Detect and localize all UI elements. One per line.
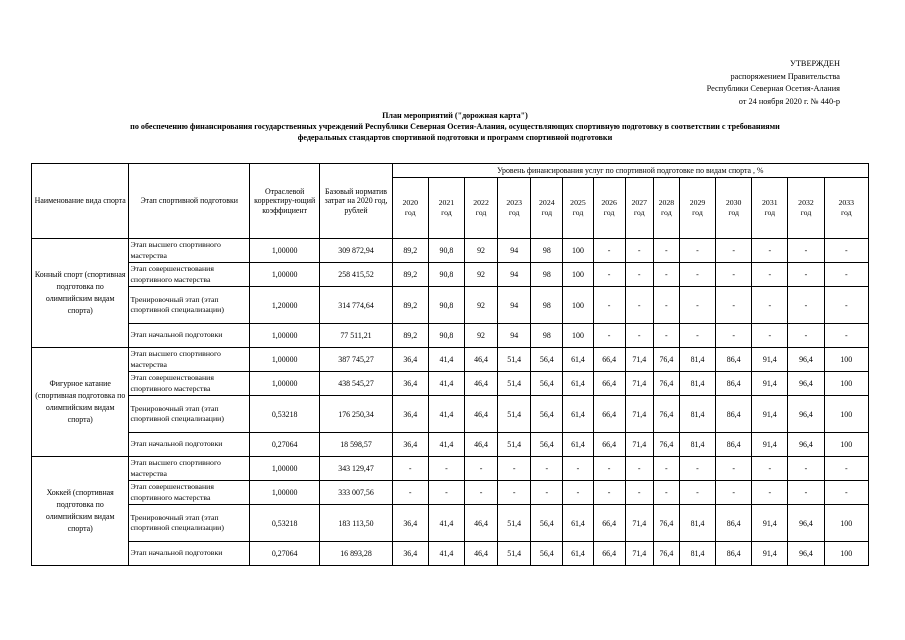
header-year — [498, 178, 531, 239]
approval-line: Республики Северная Осетия-Алания — [706, 84, 840, 94]
funding-level-cell: - — [625, 263, 653, 287]
year-unit: год — [572, 208, 584, 217]
header-year — [625, 178, 653, 239]
funding-level-cell: 56,4 — [531, 396, 563, 433]
funding-level-cell: 61,4 — [563, 372, 593, 396]
document-title — [40, 110, 870, 144]
stage-cell: Тренировочный этап (этап спортивной специализации) — [129, 396, 250, 433]
header-sport: Наименование вида спорта — [32, 164, 129, 239]
coefficient-cell: 0,27064 — [250, 433, 320, 457]
year-unit: год — [508, 208, 520, 217]
year-number: 2025 — [570, 198, 586, 208]
funding-level-cell: 36,4 — [392, 542, 428, 566]
funding-level-cell: 92 — [464, 239, 497, 263]
funding-level-cell: 61,4 — [563, 348, 593, 372]
approval-line: распоряжением Правительства — [730, 71, 840, 81]
funding-level-cell: 66,4 — [593, 348, 625, 372]
funding-level-cell: 46,4 — [464, 542, 497, 566]
stage-cell: Этап совершенствования спортивного мастерства — [129, 372, 250, 396]
sport-name-cell: Фигурное катание (спортивная подготовка по олимпийским видам спорта) — [32, 348, 129, 457]
funding-level-cell: - — [653, 287, 679, 324]
year-number: 2023 — [506, 198, 522, 208]
year-unit: год — [633, 208, 645, 217]
year-unit: год — [475, 208, 487, 217]
funding-level-cell: 36,4 — [392, 348, 428, 372]
header-year — [563, 178, 593, 239]
funding-level-cell: 76,4 — [653, 396, 679, 433]
funding-level-cell: - — [716, 239, 752, 263]
funding-level-cell: 66,4 — [593, 396, 625, 433]
year-unit: год — [692, 208, 703, 217]
year-unit: год — [661, 208, 672, 217]
funding-level-cell: 90,8 — [428, 263, 464, 287]
funding-level-cell: - — [625, 287, 653, 324]
header-year — [392, 178, 428, 239]
coefficient-cell: 1,00000 — [250, 263, 320, 287]
funding-level-cell: 91,4 — [752, 542, 788, 566]
coefficient-cell: 1,00000 — [250, 324, 320, 348]
header-year — [824, 178, 868, 239]
coefficient-cell: 1,00000 — [250, 457, 320, 481]
funding-level-cell: 92 — [464, 263, 497, 287]
funding-level-cell: 91,4 — [752, 396, 788, 433]
funding-level-cell: - — [824, 239, 868, 263]
funding-level-cell: 66,4 — [593, 505, 625, 542]
funding-level-cell: 89,2 — [392, 239, 428, 263]
funding-level-cell: - — [752, 287, 788, 324]
funding-level-cell: - — [716, 481, 752, 505]
year-number: 2022 — [473, 198, 489, 208]
funding-level-cell: 89,2 — [392, 324, 428, 348]
funding-level-cell: 61,4 — [563, 505, 593, 542]
funding-level-cell: 90,8 — [428, 324, 464, 348]
year-unit: год — [728, 208, 739, 217]
funding-level-cell: 94 — [498, 324, 531, 348]
coefficient-cell: 1,20000 — [250, 287, 320, 324]
table-row — [32, 481, 869, 505]
base-norm-cell: 18 598,57 — [320, 433, 392, 457]
funding-level-cell: 41,4 — [428, 348, 464, 372]
funding-level-cell: 89,2 — [392, 263, 428, 287]
funding-level-cell: 76,4 — [653, 505, 679, 542]
table-row — [32, 457, 869, 481]
funding-level-cell: - — [392, 457, 428, 481]
funding-level-cell: - — [679, 263, 715, 287]
funding-level-cell: - — [563, 481, 593, 505]
funding-level-cell: - — [593, 263, 625, 287]
funding-level-cell: 100 — [824, 396, 868, 433]
funding-level-cell: 71,4 — [625, 505, 653, 542]
approval-stamp — [690, 58, 840, 108]
funding-level-cell: 51,4 — [498, 396, 531, 433]
funding-level-cell: 61,4 — [563, 396, 593, 433]
funding-level-cell: 71,4 — [625, 433, 653, 457]
stage-cell: Этап начальной подготовки — [129, 324, 250, 348]
year-number: 2024 — [539, 198, 555, 208]
funding-level-cell: 92 — [464, 324, 497, 348]
table-row — [32, 396, 869, 433]
stage-cell: Этап совершенствования спортивного мастерства — [129, 263, 250, 287]
sport-name-cell: Конный спорт (спортивная подготовка по олимпийским видам спорта) — [32, 239, 129, 348]
header-year — [716, 178, 752, 239]
year-unit: год — [764, 208, 776, 217]
title-line: федеральных стандартов спортивной подготовки и программ спортивной подготовки — [297, 133, 613, 143]
base-norm-cell: 176 250,34 — [320, 396, 392, 433]
funding-level-cell: 71,4 — [625, 348, 653, 372]
funding-level-cell: - — [464, 457, 497, 481]
funding-level-cell: 86,4 — [716, 348, 752, 372]
header-row — [32, 164, 869, 178]
funding-level-cell: 41,4 — [428, 396, 464, 433]
funding-level-cell: 51,4 — [498, 348, 531, 372]
funding-level-cell: 94 — [498, 287, 531, 324]
funding-level-cell: 46,4 — [464, 372, 497, 396]
funding-level-cell: 98 — [531, 263, 563, 287]
funding-level-cell: - — [531, 481, 563, 505]
funding-level-cell: - — [531, 457, 563, 481]
coefficient-cell: 1,00000 — [250, 239, 320, 263]
funding-level-cell: - — [625, 324, 653, 348]
funding-level-cell: - — [716, 263, 752, 287]
funding-level-cell: 66,4 — [593, 372, 625, 396]
coefficient-cell: 0,27064 — [250, 542, 320, 566]
funding-level-cell: - — [593, 481, 625, 505]
funding-level-cell: 66,4 — [593, 542, 625, 566]
stage-cell: Этап совершенствования спортивного мастерства — [129, 481, 250, 505]
stage-cell: Этап начальной подготовки — [129, 433, 250, 457]
funding-level-cell: - — [593, 287, 625, 324]
funding-level-cell: 71,4 — [625, 372, 653, 396]
year-unit: год — [800, 208, 812, 217]
funding-level-cell: 36,4 — [392, 433, 428, 457]
base-norm-cell: 16 893,28 — [320, 542, 392, 566]
funding-level-cell: 100 — [824, 505, 868, 542]
funding-level-cell: 41,4 — [428, 372, 464, 396]
funding-level-cell: 81,4 — [679, 505, 715, 542]
stage-cell: Тренировочный этап (этап спортивной специализации) — [129, 505, 250, 542]
year-unit: год — [404, 208, 416, 217]
year-unit: год — [541, 208, 553, 217]
funding-level-cell: - — [392, 481, 428, 505]
header-year — [653, 178, 679, 239]
funding-level-cell: - — [653, 263, 679, 287]
funding-level-cell: - — [824, 324, 868, 348]
funding-level-cell: 51,4 — [498, 372, 531, 396]
year-unit: год — [840, 208, 852, 217]
funding-level-cell: - — [653, 324, 679, 348]
year-number: 2027 — [631, 198, 648, 208]
coefficient-cell: 1,00000 — [250, 348, 320, 372]
funding-level-cell: - — [679, 481, 715, 505]
funding-level-cell: - — [716, 287, 752, 324]
funding-level-cell: 51,4 — [498, 433, 531, 457]
funding-level-cell: 96,4 — [788, 372, 824, 396]
funding-level-cell: 56,4 — [531, 433, 563, 457]
funding-level-cell: - — [752, 239, 788, 263]
year-number: 2026 — [601, 198, 617, 208]
funding-level-cell: 51,4 — [498, 542, 531, 566]
funding-level-cell: - — [563, 457, 593, 481]
funding-level-cell: 100 — [824, 372, 868, 396]
funding-level-cell: 100 — [563, 324, 593, 348]
funding-level-cell: 96,4 — [788, 433, 824, 457]
funding-level-cell: - — [788, 324, 824, 348]
funding-level-cell: 56,4 — [531, 505, 563, 542]
table-row — [32, 542, 869, 566]
funding-level-cell: - — [824, 263, 868, 287]
funding-level-cell: 96,4 — [788, 505, 824, 542]
funding-level-cell: 81,4 — [679, 542, 715, 566]
title-line: План мероприятий ("дорожная карта") — [382, 111, 528, 120]
header-year — [464, 178, 497, 239]
funding-level-cell: - — [788, 481, 824, 505]
stage-cell: Этап высшего спортивного мастерства — [129, 239, 250, 263]
year-number: 2032 — [798, 198, 814, 208]
funding-level-cell: 100 — [563, 263, 593, 287]
funding-level-cell: 91,4 — [752, 348, 788, 372]
header-year — [593, 178, 625, 239]
base-norm-cell: 333 007,56 — [320, 481, 392, 505]
year-number: 2033 — [838, 198, 855, 208]
funding-level-cell: 98 — [531, 324, 563, 348]
funding-level-cell: 46,4 — [464, 348, 497, 372]
year-number: 2020 — [402, 198, 419, 208]
funding-level-cell: - — [716, 457, 752, 481]
funding-level-cell: 36,4 — [392, 505, 428, 542]
funding-level-cell: - — [498, 481, 531, 505]
funding-level-cell: 94 — [498, 263, 531, 287]
funding-level-cell: 76,4 — [653, 348, 679, 372]
funding-level-cell: 100 — [563, 239, 593, 263]
base-norm-cell: 343 129,47 — [320, 457, 392, 481]
funding-level-cell: - — [788, 239, 824, 263]
funding-level-cell: 86,4 — [716, 372, 752, 396]
year-number: 2029 — [689, 198, 706, 208]
funding-level-cell: - — [428, 481, 464, 505]
funding-level-cell: 61,4 — [563, 542, 593, 566]
funding-level-cell: 86,4 — [716, 433, 752, 457]
year-number: 2021 — [438, 198, 455, 208]
table-row — [32, 505, 869, 542]
year-number: 2030 — [725, 198, 742, 208]
header-year — [788, 178, 824, 239]
approval-line: от 24 ноября 2020 г. № 440-р — [738, 96, 840, 106]
funding-level-cell: 46,4 — [464, 396, 497, 433]
funding-level-cell: 96,4 — [788, 396, 824, 433]
base-norm-cell: 183 113,50 — [320, 505, 392, 542]
funding-level-cell: 36,4 — [392, 396, 428, 433]
funding-level-cell: 41,4 — [428, 505, 464, 542]
funding-level-cell: 46,4 — [464, 505, 497, 542]
table-row — [32, 239, 869, 263]
funding-level-cell: 81,4 — [679, 396, 715, 433]
funding-level-cell: - — [593, 457, 625, 481]
funding-level-cell: 71,4 — [625, 396, 653, 433]
funding-level-cell: - — [653, 239, 679, 263]
funding-level-cell: - — [824, 481, 868, 505]
funding-level-cell: - — [752, 457, 788, 481]
funding-level-cell: - — [428, 457, 464, 481]
funding-level-cell: 90,8 — [428, 287, 464, 324]
funding-level-cell: 51,4 — [498, 505, 531, 542]
funding-level-cell: 61,4 — [563, 433, 593, 457]
table-row — [32, 433, 869, 457]
year-unit: год — [603, 208, 615, 217]
table-row — [32, 324, 869, 348]
funding-level-cell: - — [824, 287, 868, 324]
header-year — [531, 178, 563, 239]
funding-level-cell: - — [625, 457, 653, 481]
funding-level-cell: - — [679, 287, 715, 324]
stage-cell: Этап высшего спортивного мастерства — [129, 348, 250, 372]
funding-level-cell: 81,4 — [679, 348, 715, 372]
funding-level-cell: - — [679, 457, 715, 481]
funding-level-cell: 76,4 — [653, 542, 679, 566]
table-row — [32, 287, 869, 324]
funding-level-cell: 36,4 — [392, 372, 428, 396]
coefficient-cell: 1,00000 — [250, 372, 320, 396]
funding-level-cell: - — [625, 481, 653, 505]
table-body — [32, 239, 869, 566]
funding-level-cell: 56,4 — [531, 348, 563, 372]
funding-level-cell: 86,4 — [716, 505, 752, 542]
base-norm-cell: 309 872,94 — [320, 239, 392, 263]
funding-plan-table — [31, 163, 869, 566]
funding-level-cell: 100 — [563, 287, 593, 324]
header-stage: Этап спортивной подготовки — [129, 164, 250, 239]
title-line: по обеспечению финансирования государственных учреждений Республики Северная Осетия-Алания, осуществляющих спортивную подготовку в соответствии с требованиями — [130, 122, 780, 132]
header-year — [428, 178, 464, 239]
header-coefficient: Отраслевой корректиру-ющий коэффициент — [250, 164, 320, 239]
funding-level-cell: 98 — [531, 287, 563, 324]
funding-level-cell: 86,4 — [716, 396, 752, 433]
funding-level-cell: 100 — [824, 433, 868, 457]
funding-level-cell: 81,4 — [679, 433, 715, 457]
funding-level-cell: 96,4 — [788, 542, 824, 566]
funding-level-cell: - — [752, 481, 788, 505]
funding-level-cell: 89,2 — [392, 287, 428, 324]
funding-level-cell: - — [679, 239, 715, 263]
funding-level-cell: 92 — [464, 287, 497, 324]
funding-level-cell: 94 — [498, 239, 531, 263]
year-number: 2031 — [762, 198, 778, 208]
funding-level-cell: - — [653, 457, 679, 481]
funding-level-cell: - — [716, 324, 752, 348]
stage-cell: Этап начальной подготовки — [129, 542, 250, 566]
funding-level-cell: - — [498, 457, 531, 481]
stage-cell: Этап высшего спортивного мастерства — [129, 457, 250, 481]
funding-level-cell: - — [625, 239, 653, 263]
coefficient-cell: 0,53218 — [250, 396, 320, 433]
funding-level-cell: 56,4 — [531, 542, 563, 566]
funding-level-cell: 71,4 — [625, 542, 653, 566]
funding-level-cell: 56,4 — [531, 372, 563, 396]
funding-level-cell: 96,4 — [788, 348, 824, 372]
funding-level-cell: - — [593, 324, 625, 348]
funding-level-cell: - — [593, 239, 625, 263]
funding-level-cell: 100 — [824, 348, 868, 372]
funding-level-cell: 90,8 — [428, 239, 464, 263]
funding-level-cell: 98 — [531, 239, 563, 263]
funding-level-cell: 100 — [824, 542, 868, 566]
sport-name-cell: Хоккей (спортивная подготовка по олимпийским видам спорта) — [32, 457, 129, 566]
year-unit: год — [441, 208, 452, 217]
year-number: 2028 — [658, 198, 675, 208]
funding-level-cell: - — [464, 481, 497, 505]
funding-level-cell: - — [752, 263, 788, 287]
funding-level-cell: 91,4 — [752, 505, 788, 542]
header-year — [679, 178, 715, 239]
funding-level-cell: 76,4 — [653, 433, 679, 457]
table-row — [32, 372, 869, 396]
header-base-norm: Базовый норматив затрат на 2020 год, рублей — [320, 164, 392, 239]
funding-level-cell: - — [788, 263, 824, 287]
coefficient-cell: 0,53218 — [250, 505, 320, 542]
funding-level-cell: - — [788, 287, 824, 324]
funding-level-cell: 91,4 — [752, 372, 788, 396]
base-norm-cell: 314 774,64 — [320, 287, 392, 324]
base-norm-cell: 258 415,52 — [320, 263, 392, 287]
table-row — [32, 263, 869, 287]
table-row — [32, 348, 869, 372]
approval-line: УТВЕРЖДЕН — [789, 59, 840, 68]
header-year — [752, 178, 788, 239]
funding-level-cell: 76,4 — [653, 372, 679, 396]
funding-level-cell: - — [679, 324, 715, 348]
funding-level-cell: - — [752, 324, 788, 348]
funding-level-cell: 41,4 — [428, 433, 464, 457]
funding-level-cell: - — [653, 481, 679, 505]
funding-level-cell: - — [824, 457, 868, 481]
funding-level-cell: 91,4 — [752, 433, 788, 457]
funding-level-cell: 86,4 — [716, 542, 752, 566]
base-norm-cell: 387 745,27 — [320, 348, 392, 372]
stage-cell: Тренировочный этап (этап спортивной специализации) — [129, 287, 250, 324]
funding-level-cell: - — [788, 457, 824, 481]
base-norm-cell: 438 545,27 — [320, 372, 392, 396]
funding-level-cell: 81,4 — [679, 372, 715, 396]
coefficient-cell: 1,00000 — [250, 481, 320, 505]
base-norm-cell: 77 511,21 — [320, 324, 392, 348]
header-funding-level: Уровень финансирования услуг по спортивной подготовке по видам спорта , % — [392, 164, 868, 178]
funding-level-cell: 66,4 — [593, 433, 625, 457]
funding-level-cell: 46,4 — [464, 433, 497, 457]
funding-level-cell: 41,4 — [428, 542, 464, 566]
